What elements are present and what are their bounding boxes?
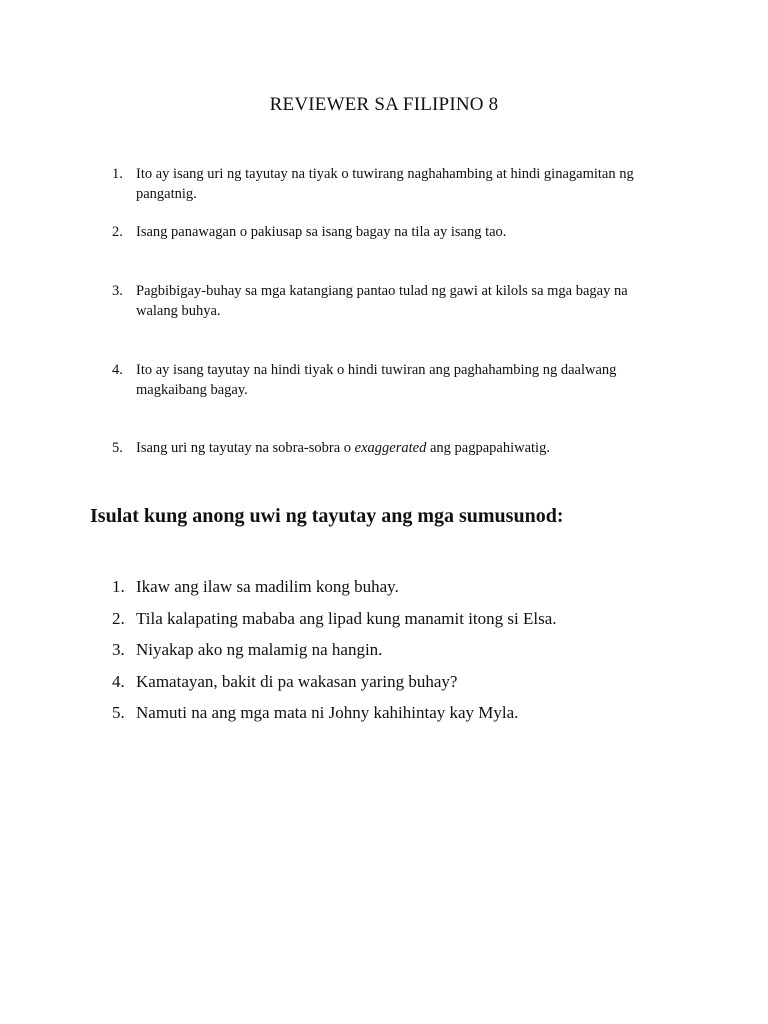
question-item [112, 281, 672, 321]
question-item [112, 360, 672, 400]
question-item [112, 164, 672, 204]
question-text: Isang panawagan o pakiusap sa isang bagay na tila ay isang tao. [136, 224, 507, 240]
exercise-text: Tila kalapating mababa ang lipad kung manamit itong si Elsa. [136, 609, 557, 628]
exercise-number: 2. [112, 609, 125, 628]
question-number: 2. [112, 224, 123, 240]
exercise-number: 4. [112, 672, 125, 691]
exercise-text: Kamatayan, bakit di pa wakasan yaring buhay? [136, 672, 458, 691]
page-title: REVIEWER SA FILIPINO 8 [269, 94, 499, 115]
question-text: Pagbibigay-buhay sa mga katangiang pantao tulad ng gawi at kilols sa mga bagay na walang buhya. [136, 283, 628, 319]
exercise-text: Ikaw ang ilaw sa madilim kong buhay. [136, 577, 399, 596]
question-text [136, 438, 661, 458]
question-number: 3. [112, 283, 123, 299]
exercise-item [112, 576, 672, 598]
exercise-item [112, 702, 672, 724]
question-text: Ito ay isang uri ng tayutay na tiyak o tuwirang naghahambing at hindi ginagamitan ng pangatnig. [136, 166, 634, 202]
question-number: 4. [112, 362, 123, 378]
question-item [112, 438, 672, 458]
exercise-item [112, 639, 672, 661]
section-heading: Isulat kung anong uwi ng tayutay ang mga sumusunod: [90, 505, 564, 527]
question-text-before: Isang uri ng tayutay na sobra-sobra o [136, 440, 355, 456]
exercise-item [112, 608, 672, 630]
exercise-number: 5. [112, 703, 125, 722]
question-number: 1. [112, 166, 123, 182]
question-number: 5. [112, 440, 123, 456]
exercise-number: 1. [112, 577, 125, 596]
question-text-italic: exaggerated [354, 440, 427, 456]
exercise-text: Namuti na ang mga mata ni Johny kahihintay kay Myla. [136, 703, 519, 722]
question-text: Ito ay isang tayutay na hindi tiyak o hindi tuwiran ang paghahambing ng daalwang magkaibang bagay. [136, 362, 617, 398]
exercise-item [112, 671, 672, 693]
question-item [112, 222, 672, 242]
exercise-text: Niyakap ako ng malamig na hangin. [136, 640, 383, 659]
exercise-number: 3. [112, 640, 125, 659]
question-text-after: ang pagpapahiwatig. [426, 440, 550, 456]
